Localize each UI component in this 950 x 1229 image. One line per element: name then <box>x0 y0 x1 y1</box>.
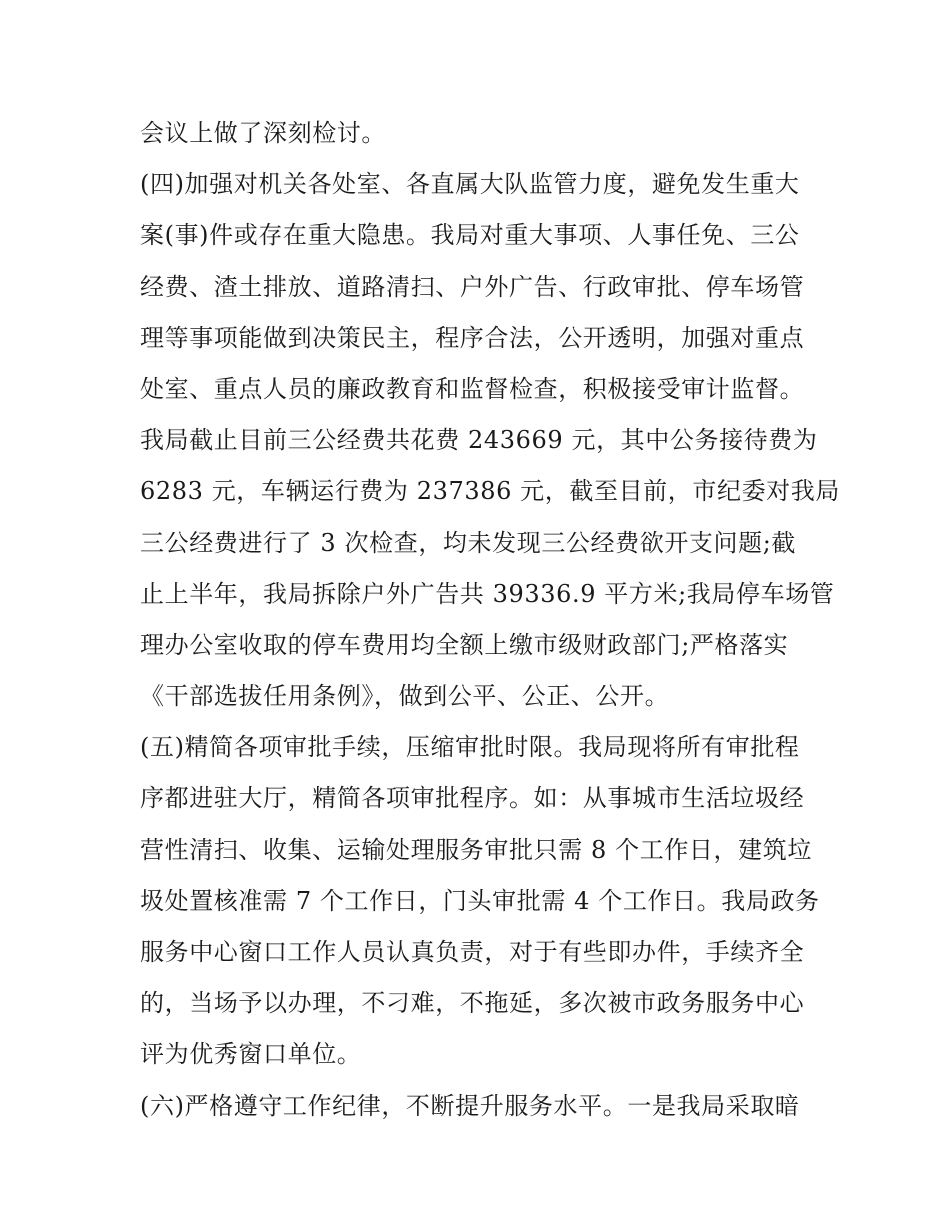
text-line: 序都进驻大厅，精简各项审批程序。如：从事城市生活垃圾经 <box>140 784 805 813</box>
text-line: 的，当场予以办理，不刁难，不拖延，多次被市政务服务中心 <box>140 989 805 1018</box>
text-line: 理办公室收取的停车费用均全额上缴市级财政部门;严格落实 <box>140 630 789 659</box>
text-line: (六)严格遵守工作纪律，不断提升服务水平。一是我局采取暗 <box>140 1091 800 1120</box>
text-line: 案(事)件或存在重大隐患。我局对重大事项、人事任免、三公 <box>140 221 800 250</box>
text-line: 止上半年，我局拆除户外广告共 39336.9 平方米;我局停车场管 <box>140 579 835 608</box>
text-line: 经费、渣土排放、道路清扫、户外广告、行政审批、停车场管 <box>140 272 805 301</box>
text-line: 营性清扫、收集、运输处理服务审批只需 8 个工作日，建筑垃 <box>140 835 812 864</box>
text-line: 评为优秀窗口单位。 <box>140 1040 362 1069</box>
text-line: (五)精简各项审批手续，压缩审批时限。我局现将所有审批程 <box>140 733 800 762</box>
body-text <box>140 108 840 1132</box>
text-line: 三公经费进行了 3 次检查，均未发现三公经费欲开支问题;截 <box>140 528 797 557</box>
text-line: 处室、重点人员的廉政教育和监督检查，积极接受审计监督。 <box>140 374 805 403</box>
text-line: 理等事项能做到决策民主，程序合法，公开透明，加强对重点 <box>140 323 805 352</box>
text-line: 《干部选拔任用条例》，做到公平、公正、公开。 <box>140 682 670 711</box>
text-line: 我局截止目前三公经费共花费 243669 元，其中公务接待费为 <box>140 426 818 455</box>
text-line: 圾处置核准需 7 个工作日，门头审批需 4 个工作日。我局政务 <box>140 886 820 915</box>
text-line: 6283 元，车辆运行费为 237386 元，截至目前，市纪委对我局 <box>140 477 840 506</box>
text-line: (四)加强对机关各处室、各直属大队监管力度，避免发生重大 <box>140 170 800 199</box>
text-line: 服务中心窗口工作人员认真负责，对于有些即办件，手续齐全 <box>140 938 805 966</box>
text-line: 会议上做了深刻检讨。 <box>140 119 386 147</box>
